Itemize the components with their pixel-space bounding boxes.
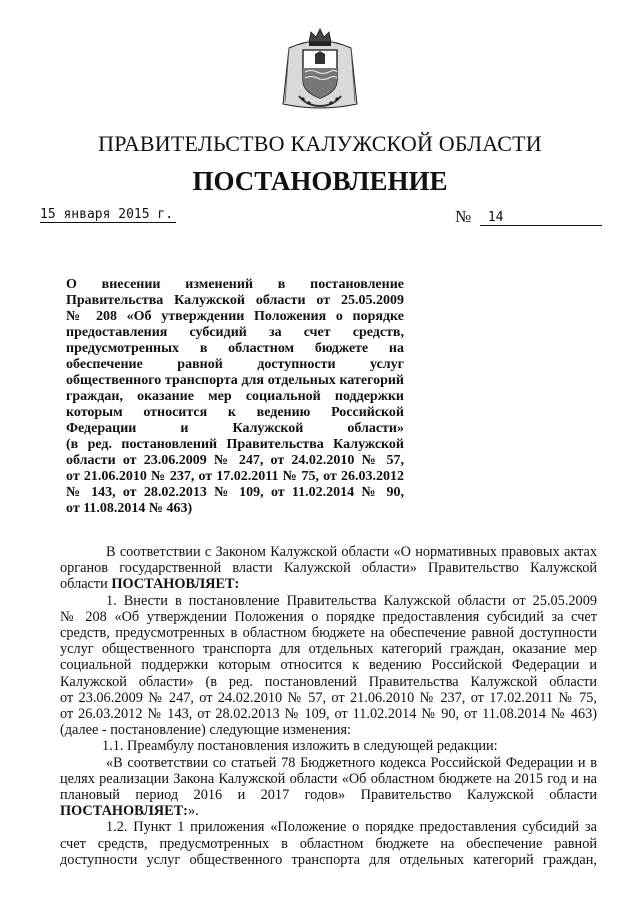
document-body bbox=[60, 544, 597, 868]
item-1-1-line: 1.1. Преамбулу постановления изложить в следующей редакции: bbox=[102, 738, 498, 755]
quoted-preamble-end: ». bbox=[187, 803, 199, 820]
document-type: ПОСТАНОВЛЕНИЕ bbox=[192, 166, 448, 196]
subject-line: от 21.06.2010 № 237, от 17.02.2011 № 75, от 26.03.2012 bbox=[66, 469, 404, 484]
subject-line: от 11.08.2014 № 463) bbox=[66, 501, 193, 516]
organization-name: ПРАВИТЕЛЬСТВО КАЛУЖСКОЙ ОБЛАСТИ bbox=[98, 131, 542, 156]
number-label: № bbox=[455, 207, 472, 226]
subject-line: О внесении изменений в постановление bbox=[66, 277, 404, 292]
subject-line: № 208 «Об утверждении Положения о порядке bbox=[66, 309, 404, 324]
item-1-line: социальной поддержки которым относится к ведению Российской Федерации и bbox=[60, 657, 597, 674]
subject-line: предоставления субсидий за счет средств, bbox=[66, 325, 404, 340]
item-1-line: услуг общественного транспорта для отдельных категорий граждан, оказание мер bbox=[60, 641, 597, 658]
document-number-value: 14 bbox=[487, 210, 504, 225]
item-1-line: средств, предусмотренных в областном бюджете на обеспечение равной доступности bbox=[60, 625, 597, 642]
subject-line: граждан, оказание мер социальной поддержки bbox=[66, 389, 404, 404]
preamble-text: области bbox=[60, 576, 108, 593]
item-1-line: 1. Внести в постановление Правительства Калужской области от 25.05.2009 bbox=[106, 592, 597, 609]
document-date: 15 января 2015 г. bbox=[40, 207, 176, 223]
item-1-2-line: доступности услуг общественного транспорта для отдельных категорий граждан, bbox=[60, 851, 597, 868]
subject-line: Правительства Калужской области от 25.05.2009 bbox=[66, 293, 404, 308]
item-1-2-line: счет средств, предусмотренных в областном бюджете на обеспечение равной bbox=[60, 835, 597, 852]
quoted-preamble-line: «В соответствии со статьей 78 Бюджетного кодекса Российской Федерации и в bbox=[106, 754, 597, 771]
document-subject bbox=[66, 277, 404, 517]
quoted-preamble-line: плановый период 2016 и 2017 годов» Правительство Калужской области bbox=[60, 787, 597, 804]
item-1-2-line: 1.2. Пункт 1 приложения «Положение о порядке предоставления субсидий за bbox=[106, 819, 597, 836]
subject-line: общественного транспорта для отдельных категорий bbox=[66, 373, 404, 388]
subject-line: обеспечение равной доступности услуг bbox=[66, 357, 404, 372]
resolves-keyword-quoted: ПОСТАНОВЛЯЕТ: bbox=[60, 803, 188, 820]
subject-line: области от 23.06.2009 № 247, от 24.02.2010 № 57, bbox=[66, 453, 404, 468]
resolves-keyword: ПОСТАНОВЛЯЕТ: bbox=[111, 576, 240, 593]
item-1-line: № 208 «Об утверждении Положения о порядке предоставления субсидий за счет bbox=[60, 608, 597, 625]
quoted-preamble-line: целях реализации Закона Калужской области «Об областном бюджете на 2015 год и на bbox=[60, 770, 597, 787]
subject-line: которым относится к ведению Российской bbox=[66, 405, 404, 420]
preamble-line: органов государственной власти Калужской области» Правительство Калужской bbox=[60, 560, 597, 577]
subject-line: № 143, от 28.02.2013 № 109, от 11.02.2014 № 90, bbox=[66, 485, 404, 500]
coat-of-arms-icon bbox=[281, 26, 359, 112]
quoted-preamble-line bbox=[60, 803, 597, 819]
preamble-line bbox=[60, 576, 597, 592]
subject-line: (в ред. постановлений Правительства Калужской bbox=[66, 437, 404, 452]
preamble-line: В соответствии с Законом Калужской области «О нормативных правовых актах bbox=[106, 544, 597, 560]
item-1-line: (далее - постановление) следующие изменения: bbox=[60, 722, 351, 739]
subject-line: предусмотренных в областном бюджете на bbox=[66, 341, 404, 356]
document-number bbox=[480, 210, 602, 226]
subject-line: Федерации и Калужской области» bbox=[66, 421, 404, 436]
item-1-line: от 26.03.2012 № 143, от 28.02.2013 № 109, от 11.02.2014 № 90, от 11.08.2014 № 463) bbox=[60, 706, 597, 723]
item-1-line: Калужской области» (в ред. постановлений Правительства Калужской области bbox=[60, 673, 597, 690]
item-1-line: от 23.06.2009 № 247, от 24.02.2010 № 57, от 21.06.2010 № 237, от 17.02.2011 № 75, bbox=[60, 689, 597, 706]
